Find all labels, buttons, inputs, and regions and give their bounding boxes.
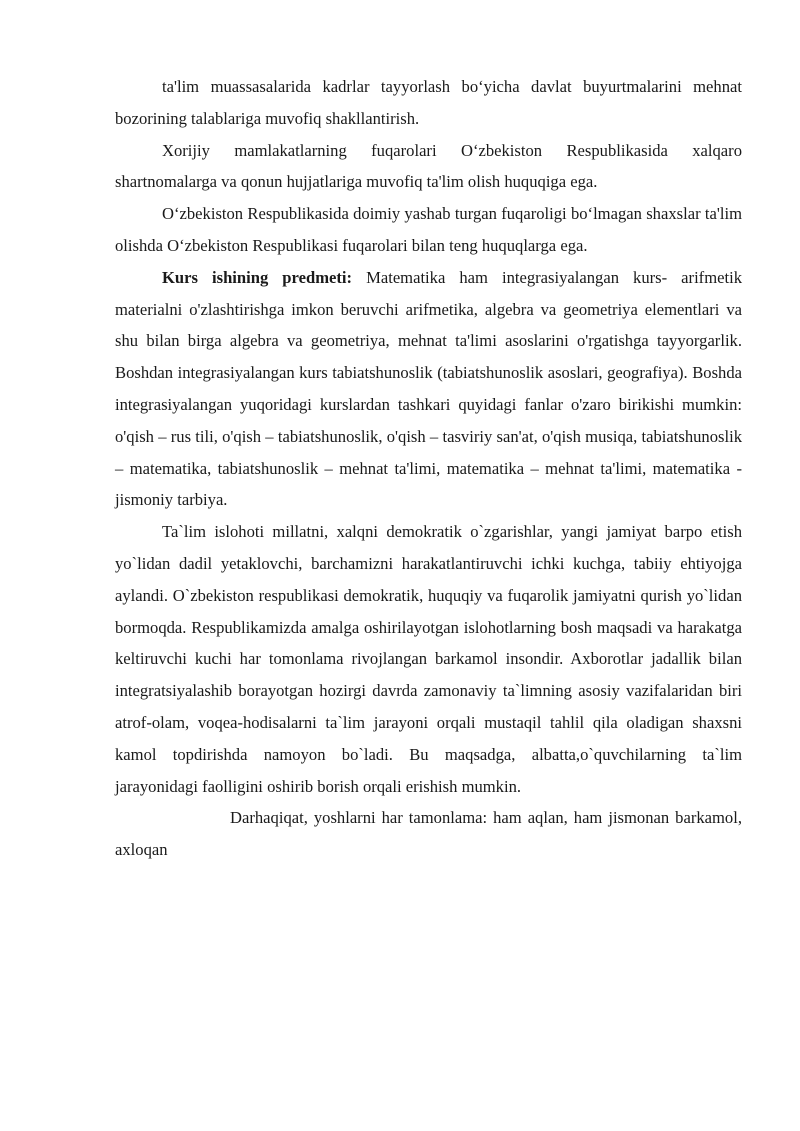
paragraph-5	[115, 516, 742, 802]
paragraph-4-text: Matematika ham integrasiyalangan kurs- arifmetik materialni o'zlashtirishga imkon beruvchi arifmetika, algebra va geometriya elementlari va shu bilan birga algebra va geometriya, mehnat ta'limi asoslarini o'rgatishga tayyorgarlik. Boshdan integrasiyalangan kurs tabiatshunoslik (tabiatshunoslik asoslari, geografiya). Boshda integrasiyalangan yuqoridagi kurslardan tashkari quyidagi fanlar o'zaro birikishi mumkin: o'qish – rus tili, o'qish – tabiatshunoslik, o'qish – tasviriy san'at, o'qish musiqa, tabiatshunoslik – matematika, tabiatshunoslik – mehnat ta'limi, matematika – mehnat ta'limi, matematika - jismoniy tarbiya.	[115, 267, 743, 510]
document-body	[115, 71, 742, 866]
paragraph-6	[115, 802, 742, 866]
paragraph-2-text: Xorijiy mamlakatlarning fuqarolari O‘zbekiston Respublikasida xalqaro shartnomalarga va qonun hujjatlariga muvofiq ta'lim olish huquqiga ega.	[115, 140, 742, 192]
paragraph-3-text: O‘zbekiston Respublikasida doimiy yashab turgan fuqaroligi bo‘lmagan shaxslar ta'lim olishda O‘zbekiston Respublikasi fuqarolari bilan teng huquqlarga ega.	[115, 204, 742, 255]
paragraph-3	[115, 198, 742, 262]
paragraph-6-text: Darhaqiqat, yoshlarni har tamonlama: ham aqlan, ham jismonan barkamol, axloqan	[115, 808, 742, 860]
course-subject-heading: Kurs ishining predmeti:	[162, 267, 353, 287]
paragraph-4	[115, 262, 742, 516]
paragraph-2	[115, 135, 742, 199]
paragraph-1-text: ta'lim muassasalarida kadrlar tayyorlash bo‘yicha davlat buyurtmalarini mehnat bozorining talablariga muvofiq shakllantirish.	[115, 77, 742, 128]
paragraph-1	[115, 71, 742, 135]
paragraph-5-text: Ta`lim islohoti millatni, xalqni demokratik o`zgarishlar, yangi jamiyat barpo etish yo`lidan dadil yetaklovchi, barchamizni harakatlantiruvchi ichki kuchga, tabiiy ehtiyojga aylandi. O`zbekiston respublikasi demokratik, huquqiy va fuqarolik jamiyatni qurish yo`lidan bormoqda. Respublikamizda amalga oshirilayotgan islohotlarning bosh maqsadi va harakatga keltiruvchi kuchi har tomonlama rivojlangan barkamol insondir. Axborotlar jadallik bilan integratsiyalashib borayotgan hozirgi davrda zamonaviy ta`limning asosiy vazifalaridan biri atrof-olam, voqea-hodisalarni ta`lim jarayoni orqali mustaqil tahlil qila oladigan shaxsni kamol topdirishda namoyon bo`ladi. Bu maqsadga, albatta,o`quvchilarning ta`lim jarayonidagi faolligini oshirib borish orqali erishish mumkin.	[115, 522, 742, 796]
